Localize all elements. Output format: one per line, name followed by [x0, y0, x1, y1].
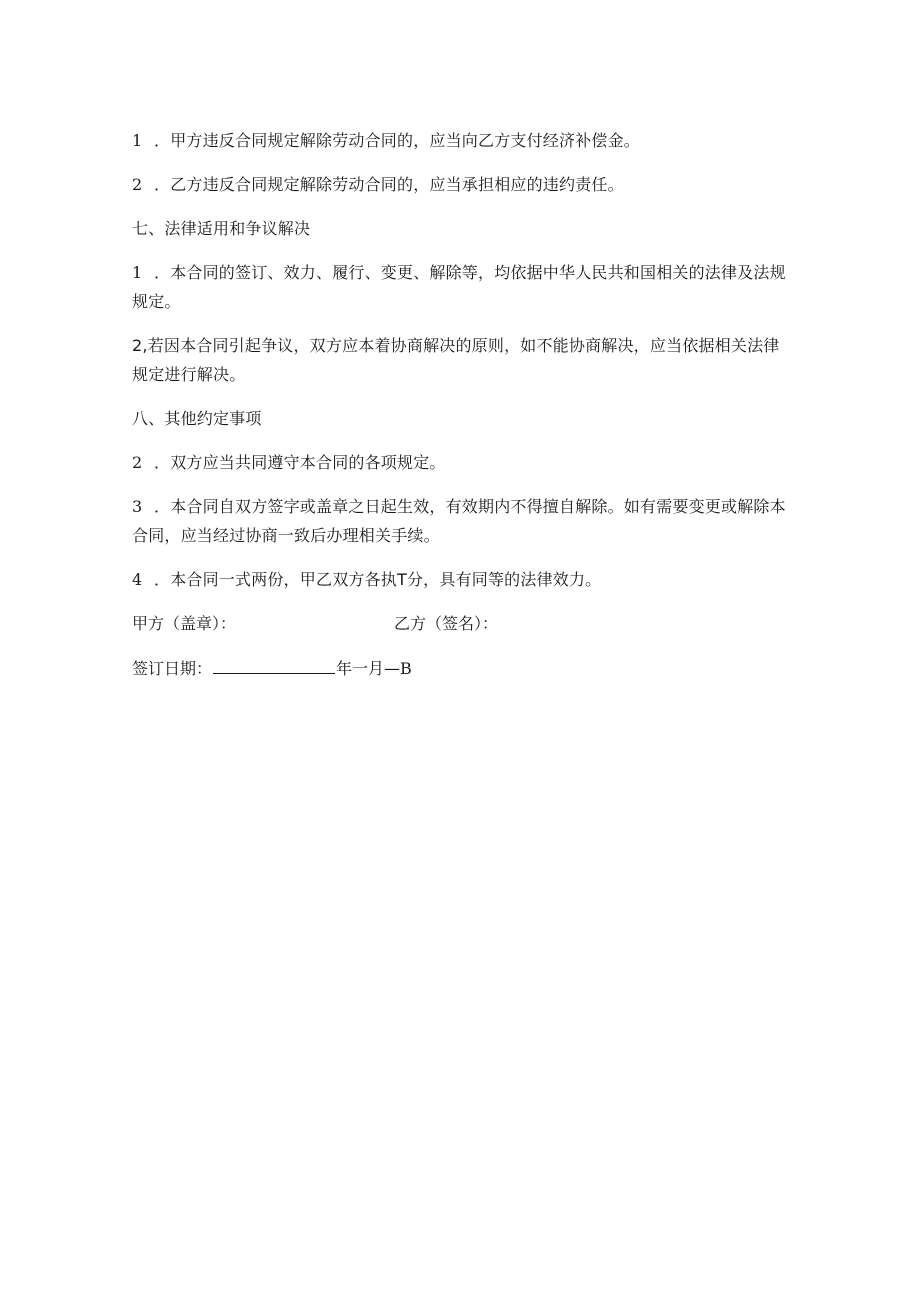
clause-number: 3 — [132, 497, 143, 516]
clause-text: ．双方应当共同遵守本合同的各项规定。 — [154, 453, 446, 472]
clause-other-4 — [132, 565, 792, 594]
clause-number: 4 — [132, 570, 143, 589]
section-7-heading: 七、法律适用和争议解决 — [132, 219, 311, 238]
clause-other-3 — [132, 492, 792, 550]
clause-breach-2 — [132, 170, 792, 199]
clause-breach-1 — [132, 126, 792, 155]
clause-text: ．本合同一式两份，甲乙双方各执T分，具有同等的法律效力。 — [154, 570, 602, 589]
section-8-heading: 八、其他约定事项 — [132, 409, 262, 428]
clause-number: 2 — [132, 175, 143, 194]
date-month-label: 一月— — [352, 659, 401, 678]
party-a-signature-label: 甲方（盖章）： — [132, 614, 237, 633]
clause-number: 1 — [132, 263, 143, 282]
signature-row — [132, 609, 792, 638]
clause-text: 2,若因本合同引起争议，双方应本着协商解决的原则，如不能协商解决，应当依据相关法律规定进行解决。 — [132, 336, 780, 384]
clause-other-2 — [132, 448, 792, 477]
date-day-label: B — [400, 659, 412, 678]
clause-text: ．甲方违反合同规定解除劳动合同的，应当向乙方支付经济补偿金。 — [154, 131, 641, 150]
clause-law-2 — [132, 331, 792, 389]
clause-number: 2 — [132, 453, 143, 472]
signing-date-label: 签订日期： — [132, 659, 213, 678]
date-year-label: 年 — [336, 659, 353, 678]
clause-number: 1 — [132, 131, 143, 150]
clause-text: ．本合同的签订、效力、履行、变更、解除等，均依据中华人民共和国相关的法律及法规规定。 — [132, 263, 786, 311]
clause-text: ．本合同自双方签字或盖章之日起生效，有效期内不得擅自解除。如有需要变更或解除本合同，应当经过协商一致后办理相关手续。 — [132, 497, 786, 545]
clause-law-1 — [132, 258, 792, 316]
clause-text: ．乙方违反合同规定解除劳动合同的，应当承担相应的违约责任。 — [154, 175, 624, 194]
document-body — [132, 126, 792, 683]
party-b-signature-label: 乙方（签名）： — [394, 614, 499, 633]
date-blank-line — [213, 653, 335, 674]
signing-date-row — [132, 653, 792, 683]
